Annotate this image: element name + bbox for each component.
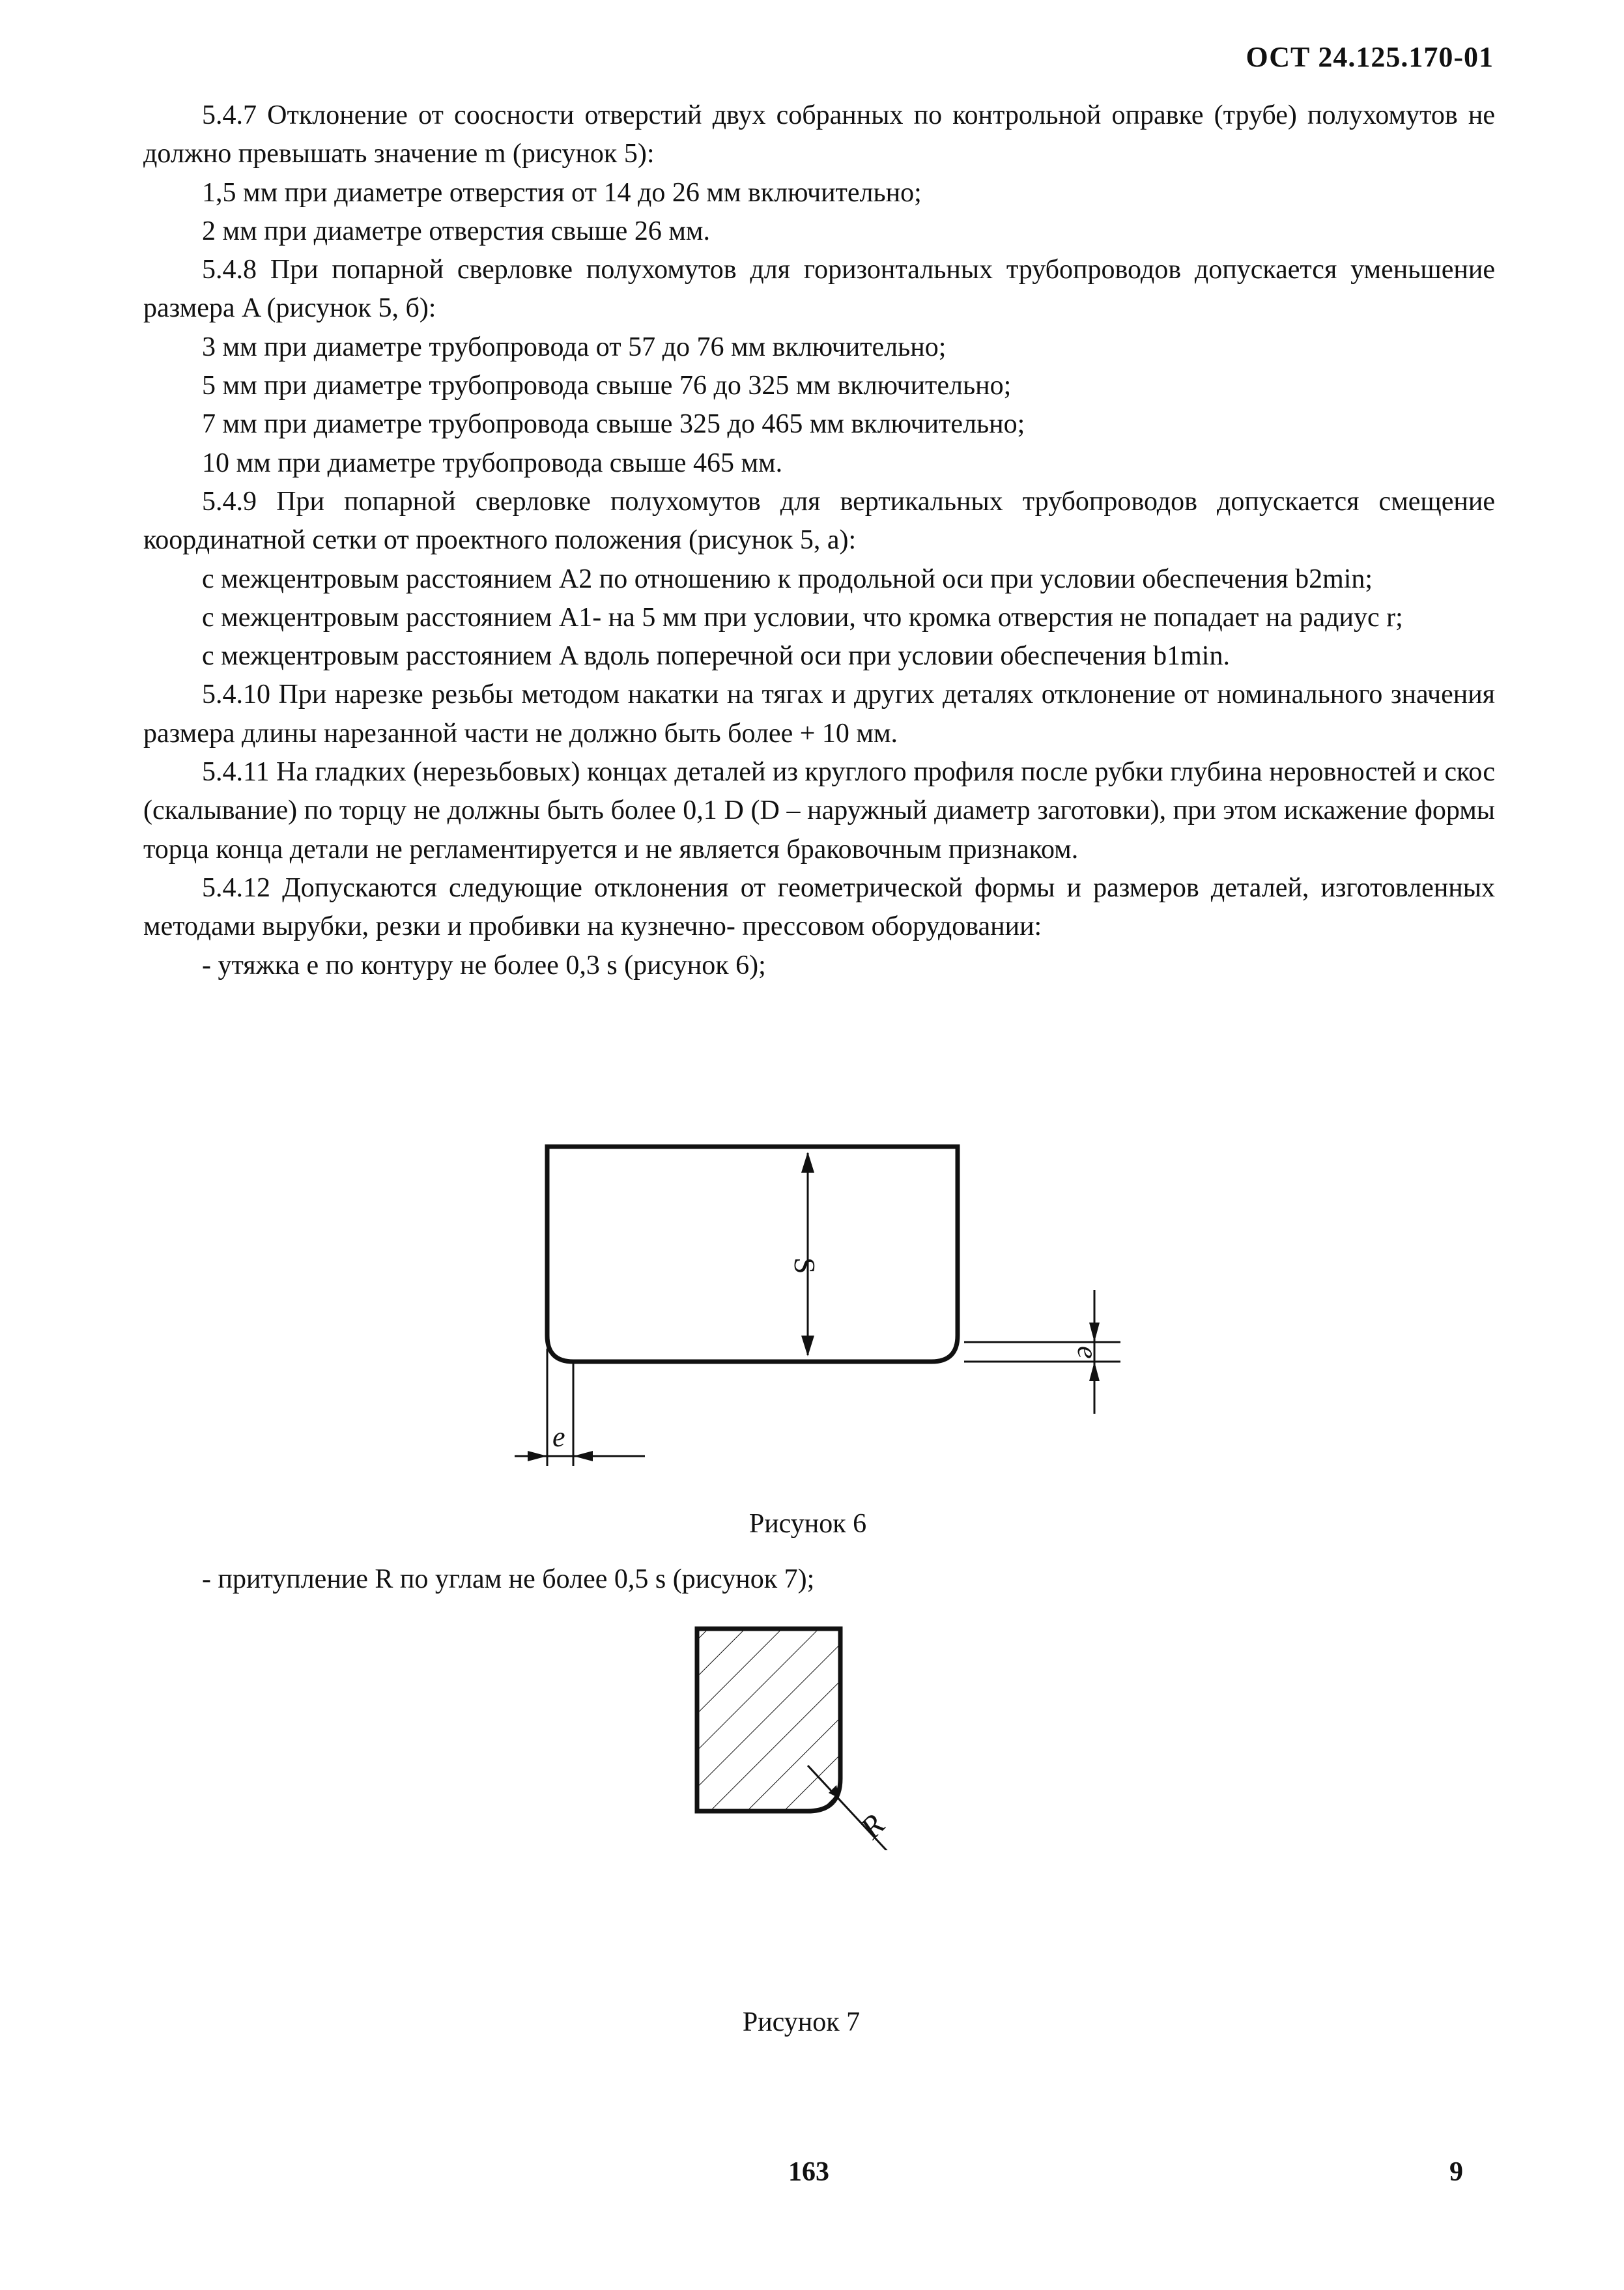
clause-5-4-9: 5.4.9 При попарной сверловке полухомутов для вертикальных трубопроводов допускается смещение координатной сетки от проектного положения (рисунок 5, а):	[143, 486, 1495, 556]
figure-7-caption: Рисунок 7	[742, 2007, 861, 2037]
clause-5-4-8-item-1: 3 мм при диаметре трубопровода от 57 до 76 мм включительно;	[202, 332, 947, 362]
clause-5-4-12-item-2: - притупление R по углам не более 0,5 s (рисунок 7);	[202, 1564, 815, 1594]
e-bottom-label: e	[552, 1421, 565, 1453]
e-right-label: e	[1072, 1346, 1104, 1359]
clause-5-4-12-item-1: - утяжка e по контуру не более 0,3 s (рисунок 6);	[202, 950, 766, 980]
clause-5-4-9-item-3: с межцентровым расстоянием A вдоль поперечной оси при условии обеспечения b1min.	[202, 641, 1230, 672]
page-number-right: 9	[1449, 2157, 1463, 2187]
clause-5-4-9-item-2: с межцентровым расстоянием A1- на 5 мм при условии, что кромка отверстия не попадает на радиус r;	[202, 602, 1403, 633]
clause-5-4-7-item-2: 2 мм при диаметре отверстия свыше 26 мм.	[202, 216, 710, 246]
clause-5-4-8-item-2: 5 мм при диаметре трубопровода свыше 76 до 325 мм включительно;	[202, 371, 1012, 401]
clause-5-4-9-item-1: с межцентровым расстоянием A2 по отношению к продольной оси при условии обеспечения b2min;	[202, 564, 1373, 594]
document-code: ОСТ 24.125.170-01	[1246, 41, 1494, 73]
figure-7-drawing	[677, 1622, 984, 1850]
clause-5-4-7-item-1: 1,5 мм при диаметре отверстия от 14 до 26 мм включительно;	[202, 177, 922, 208]
clause-5-4-12: 5.4.12 Допускаются следующие отклонения от геометрической формы и размеров деталей, изготовленных методами вырубки, резки и пробивки на кузнечно- прессовом оборудовании:	[143, 872, 1495, 942]
s-label: S	[788, 1257, 821, 1274]
figure-6-caption: Рисунок 6	[748, 1509, 867, 1539]
clause-5-4-8-item-4: 10 мм при диаметре трубопровода свыше 465 мм.	[202, 448, 783, 478]
s-arrow-top	[801, 1152, 814, 1173]
e-bottom-arrow-left	[528, 1451, 547, 1461]
s-arrow-bottom	[801, 1336, 814, 1356]
hatched-section	[697, 1629, 840, 1811]
part-outline	[547, 1147, 958, 1362]
clause-5-4-10: 5.4.10 При нарезке резьбы методом накатки на тягах и других деталях отклонение от номинального значения размера длины нарезанной части не должно быть более + 10 мм.	[143, 680, 1495, 749]
clause-5-4-11: 5.4.11 На гладких (нерезьбовых) концах деталей из круглого профиля после рубки глубина неровностей и скос (скалывание) по торцу не должны быть более 0,1 D (D – наружный диаметр заготовки), при этом искажение формы торца конца детали не регламентируется и не является браковочным признаком.	[143, 757, 1495, 865]
radius-label: R	[853, 1807, 892, 1846]
after-figure-6-text	[143, 1560, 1495, 1599]
clause-5-4-8-item-3: 7 мм при диаметре трубопровода свыше 325 до 465 мм включительно;	[202, 409, 1025, 440]
e-right-arrow-bottom	[1089, 1362, 1100, 1381]
figure-6-drawing	[495, 1127, 1120, 1492]
page-number-center: 163	[788, 2157, 829, 2187]
clause-5-4-7: 5.4.7 Отклонение от соосности отверстий двух собранных по контрольной оправке (трубе) полухомутов не должно превышать значение m (рисунок 5):	[143, 100, 1495, 169]
body-text	[143, 96, 1495, 985]
clause-5-4-8: 5.4.8 При попарной сверловке полухомутов для горизонтальных трубопроводов допускается уменьшение размера A (рисунок 5, б):	[143, 255, 1495, 324]
e-bottom-arrow-right	[573, 1451, 593, 1461]
e-right-arrow-top	[1089, 1323, 1100, 1342]
